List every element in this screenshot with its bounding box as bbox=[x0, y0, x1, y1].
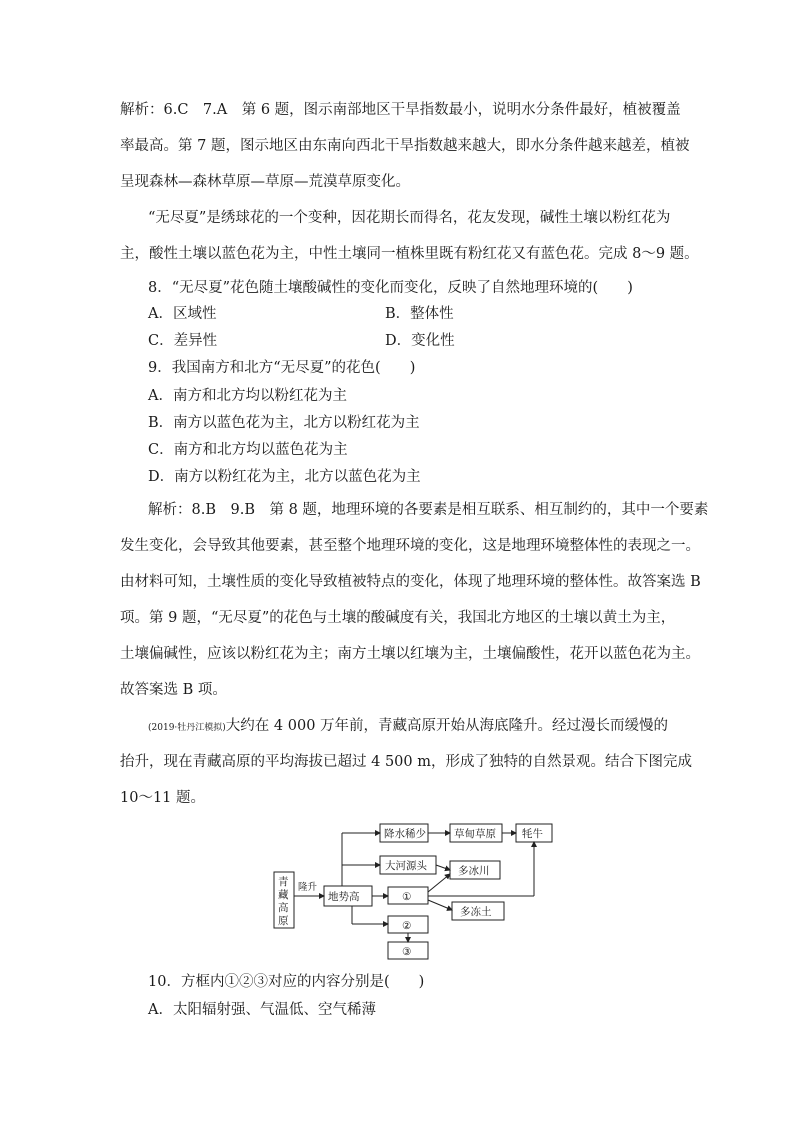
meadow-label: 草甸草原 bbox=[454, 828, 496, 840]
box-2-label: ② bbox=[402, 920, 412, 932]
glacier-label: 多冰川 bbox=[458, 865, 490, 877]
question-9-option-b: B．南方以蓝色花为主，北方以粉红花为主 bbox=[148, 415, 420, 431]
explanation-8-9-line1: 解析：8.B 9.B 第 8 题，地理环境的各要素是相互联系、相互制约的，其中一个要素 bbox=[148, 502, 709, 518]
intro-8-9-line1: “无尽夏”是绣球花的一个变种，因花期长而得名，花友发现，碱性土壤以粉红花为 bbox=[148, 210, 671, 226]
intro-8-9-line2: 主，酸性土壤以蓝色花为主，中性土壤同一植株里既有粉红花又有蓝色花。完成 8～9 题。 bbox=[120, 246, 699, 262]
intro-10-11-text: 大约在 4 000 万年前，青藏高原开始从海底隆升。经过漫长而缓慢的 bbox=[225, 718, 669, 734]
question-8-option-c: C．差异性 bbox=[148, 333, 218, 349]
intro-10-11-line2: 抬升，现在青藏高原的平均海拔已超过 4 500 m，形成了独特的自然景观。结合下图完成 bbox=[120, 754, 692, 770]
question-8-option-a: A．区域性 bbox=[148, 306, 217, 322]
explanation-6-7-line1: 解析：6.C 7.A 第 6 题，图示南部地区干旱指数最小，说明水分条件最好，植被覆盖 bbox=[120, 102, 681, 118]
question-9-option-c: C．南方和北方均以蓝色花为主 bbox=[148, 442, 348, 458]
question-9-option-a: A．南方和北方均以粉红花为主 bbox=[148, 388, 347, 404]
intro-10-11-line1 bbox=[148, 716, 708, 738]
question-10-stem: 10．方框内①②③对应的内容分别是( ) bbox=[148, 974, 425, 990]
frozen-label: 多冻土 bbox=[460, 906, 492, 918]
explanation-8-9-line4: 项。第 9 题，“无尽夏”的花色与土壤的酸碱度有关，我国北方地区的土壤以黄土为主， bbox=[120, 610, 676, 626]
explanation-8-9-line3: 由材料可知，土壤性质的变化导致植被特点的变化，体现了地理环境的整体性。故答案选 B bbox=[120, 574, 701, 590]
uplift-label: 隆升 bbox=[298, 882, 318, 893]
yak-label: 牦牛 bbox=[522, 828, 543, 840]
plateau-flow-diagram bbox=[270, 818, 570, 966]
explanation-8-9-line5: 土壤偏碱性，应该以粉红花为主；南方土壤以红壤为主，土壤偏酸性，花开以蓝色花为主。 bbox=[120, 646, 700, 662]
plateau-char-1: 青 bbox=[278, 876, 289, 888]
explanation-6-7-line2: 率最高。第 7 题，图示地区由东南向西北干旱指数越来越大，即水分条件越来越差，植被 bbox=[120, 138, 690, 154]
terrain-label: 地势高 bbox=[328, 891, 360, 903]
question-9-stem: 9．我国南方和北方“无尽夏”的花色( ) bbox=[148, 360, 416, 376]
box-1-label: ① bbox=[402, 891, 412, 903]
box-3-label: ③ bbox=[402, 946, 412, 958]
plateau-char-3: 高 bbox=[278, 902, 289, 914]
question-8-option-d: D．变化性 bbox=[385, 333, 455, 349]
plateau-char-4: 原 bbox=[278, 915, 289, 927]
source-label: (2019·牡丹江模拟) bbox=[148, 723, 226, 733]
plateau-char-2: 藏 bbox=[278, 889, 289, 901]
explanation-8-9-line2: 发生变化，会导致其他要素，甚至整个地理环境的变化，这是地理环境整体性的表现之一。 bbox=[120, 538, 700, 554]
question-8-option-b: B．整体性 bbox=[385, 306, 454, 322]
question-9-option-d: D．南方以粉红花为主，北方以蓝色花为主 bbox=[148, 469, 421, 485]
rain-label: 降水稀少 bbox=[384, 828, 426, 840]
question-10-option-a: A．太阳辐射强、气温低、空气稀薄 bbox=[148, 1002, 376, 1018]
question-8-stem: 8．“无尽夏”花色随土壤酸碱性的变化而变化，反映了自然地理环境的( ) bbox=[148, 280, 633, 296]
explanation-8-9-line6: 故答案选 B 项。 bbox=[120, 682, 227, 698]
river-label: 大河源头 bbox=[385, 860, 427, 872]
intro-10-11-line3: 10～11 题。 bbox=[120, 790, 206, 806]
explanation-6-7-line3: 呈现森林—森林草原—草原—荒漠草原变化。 bbox=[120, 174, 410, 190]
